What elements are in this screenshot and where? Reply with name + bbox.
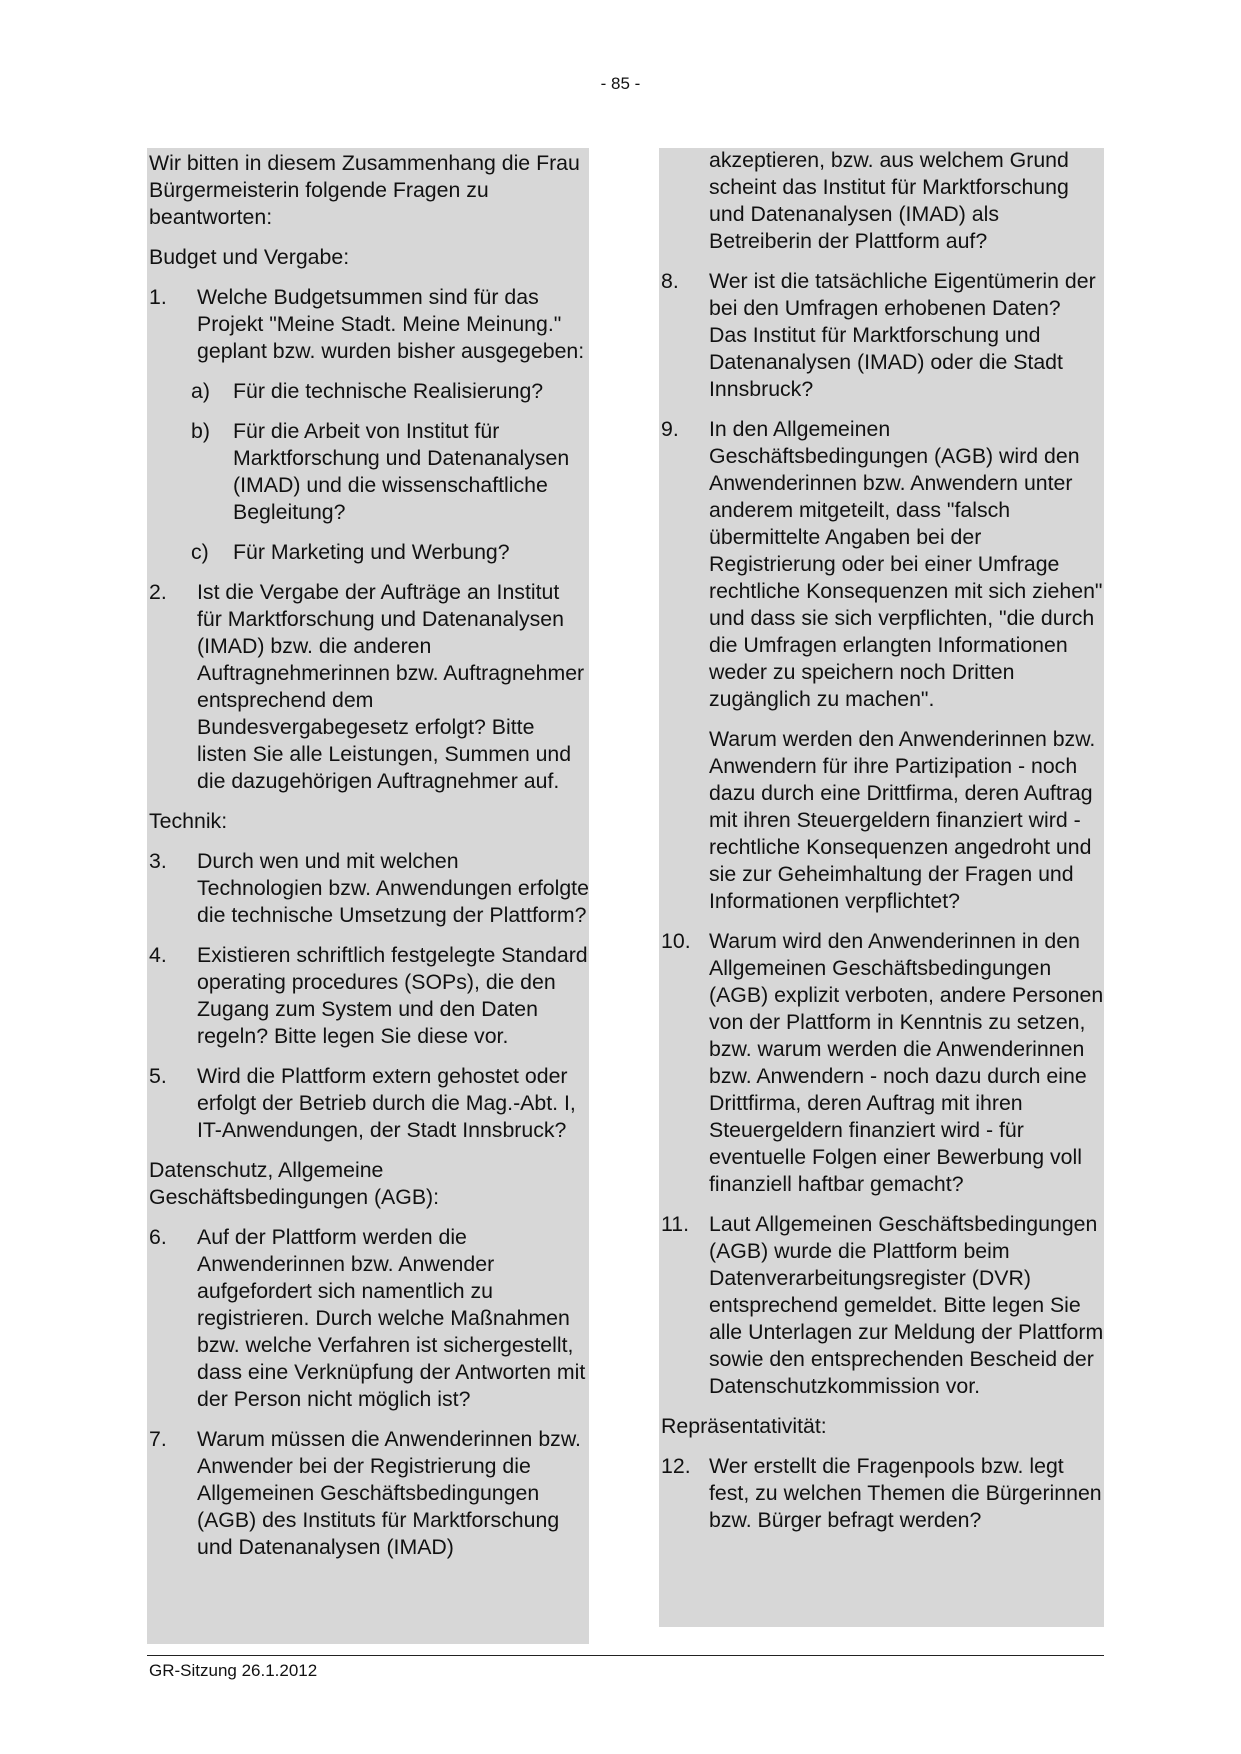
question-1b — [147, 418, 589, 526]
footer-divider — [147, 1655, 1104, 1656]
question-3 — [147, 848, 589, 929]
question-number: 9. — [661, 417, 679, 441]
question-number: 11. — [661, 1212, 690, 1236]
question-11 — [659, 1211, 1104, 1400]
sub-question-letter: b) — [191, 419, 210, 443]
question-text: Auf der Plattform werden die Anwenderinnen bzw. Anwender aufgefordert sich namentlich zu registrieren. Durch welche Maßnahmen bzw. welche Verfahren ist sichergestellt, dass eine Verknüpfung der Antworten mit der Person nicht möglich ist? — [197, 1225, 586, 1411]
question-text: In den Allgemeinen Geschäftsbedingungen (AGB) wird den Anwenderinnen bzw. Anwendern unter anderem mitgeteilt, dass "falsch übermittelte Angaben bei der Registrierung oder bei einer Umfrage rechtliche Konsequenzen mit sich ziehen" und dass sie sich verpflichten, "die durch die Umfragen erlangten Informationen weder zu speichern noch Dritten zugänglich zu machen". — [709, 417, 1103, 711]
question-number: 4. — [149, 943, 167, 967]
question-9-paragraph-2: Warum werden den Anwenderinnen bzw. Anwendern für ihre Partizipation - noch dazu durch eine Drittfirma, deren Auftrag mit ihren Steuergeldern finanziert wird - rechtliche Konsequenzen angedroht und sie zur Geheimhaltung der Fragen und Informationen verpflichtet? — [709, 727, 1096, 913]
sub-question-text: Für Marketing und Werbung? — [233, 540, 510, 564]
section-heading-budget: Budget und Vergabe: — [149, 245, 350, 269]
question-text: Welche Budgetsummen sind für das Projekt "Meine Stadt. Meine Meinung." geplant bzw. wurden bisher ausgegeben: — [197, 285, 585, 363]
page-number: - 85 - — [600, 74, 641, 93]
sub-question-letter: a) — [191, 379, 210, 403]
question-1c — [147, 539, 589, 566]
question-number: 10. — [661, 929, 691, 953]
question-number: 8. — [661, 269, 679, 293]
question-5 — [147, 1063, 589, 1144]
left-column — [147, 148, 589, 1644]
question-2 — [147, 579, 589, 795]
question-text: Warum wird den Anwenderinnen in den Allgemeinen Geschäftsbedingungen (AGB) explizit verboten, andere Personen von der Plattform in Kenntnis zu setzen, bzw. warum werden die Anwenderinnen bzw. Anwendern - noch dazu durch eine Drittfirma, deren Auftrag mit ihren Steuergeldern finanziert wird - für eventuelle Folgen einer Bewerbung voll finanziell haftbar gemacht? — [709, 929, 1104, 1196]
sub-question-text: Für die Arbeit von Institut für Marktforschung und Datenanalysen (IMAD) und die wissenschaftliche Begleitung? — [233, 419, 570, 524]
question-text: Warum müssen die Anwenderinnen bzw. Anwender bei der Registrierung die Allgemeinen Geschäftsbedingungen (AGB) des Instituts für Marktforschung und Datenanalysen (IMAD) — [197, 1427, 581, 1559]
question-number: 1. — [149, 285, 167, 309]
question-7-continuation: akzeptieren, bzw. aus welchem Grund scheint das Institut für Marktforschung und Datenanalysen (IMAD) als Betreiberin der Plattform auf? — [709, 148, 1069, 253]
question-number: 2. — [149, 580, 167, 604]
question-number: 3. — [149, 849, 167, 873]
question-1a — [147, 378, 589, 405]
question-8 — [659, 268, 1104, 403]
sub-question-letter: c) — [191, 540, 209, 564]
question-number: 12. — [661, 1454, 691, 1478]
question-7 — [147, 1426, 589, 1561]
section-heading-datenschutz: Datenschutz, Allgemeine Geschäftsbedingungen (AGB): — [149, 1158, 440, 1209]
intro-text: Wir bitten in diesem Zusammenhang die Frau Bürgermeisterin folgende Fragen zu beantworten: — [149, 151, 580, 229]
question-text: Durch wen und mit welchen Technologien bzw. Anwendungen erfolgte die technische Umsetzung der Plattform? — [197, 849, 589, 927]
question-text: Existieren schriftlich festgelegte Standard operating procedures (SOPs), die den Zugang zum System und den Daten regeln? Bitte legen Sie diese vor. — [197, 943, 588, 1048]
question-12 — [659, 1453, 1104, 1534]
question-text: Laut Allgemeinen Geschäftsbedingungen (AGB) wurde die Plattform beim Datenverarbeitungsregister (DVR) entsprechend gemeldet. Bitte legen Sie alle Unterlagen zur Meldung der Plattform sowie den entsprechenden Bescheid der Datenschutzkommission vor. — [709, 1212, 1104, 1398]
footer-text: GR-Sitzung 26.1.2012 — [149, 1661, 318, 1680]
question-number: 7. — [149, 1427, 167, 1451]
question-number: 5. — [149, 1064, 167, 1088]
question-4 — [147, 942, 589, 1050]
sub-question-text: Für die technische Realisierung? — [233, 379, 544, 403]
question-text: Ist die Vergabe der Aufträge an Institut für Marktforschung und Datenanalysen (IMAD) bzw. die anderen Auftragnehmerinnen bzw. Auftragnehmer entsprechend dem Bundesvergabegesetz erfolgt? Bitte listen Sie alle Leistungen, Summen und die dazugehörigen Auftragnehmer auf. — [197, 580, 585, 793]
question-text: Wer erstellt die Fragenpools bzw. legt fest, zu welchen Themen die Bürgerinnen bzw. Bürger befragt werden? — [709, 1454, 1102, 1532]
section-heading-technik: Technik: — [149, 809, 228, 833]
section-heading-repraesentativitaet: Repräsentativität: — [661, 1414, 827, 1438]
question-9 — [659, 416, 1104, 713]
question-1 — [147, 284, 589, 365]
question-10 — [659, 928, 1104, 1198]
question-text: Wird die Plattform extern gehostet oder erfolgt der Betrieb durch die Mag.-Abt. I, IT-Anwendungen, der Stadt Innsbruck? — [197, 1064, 576, 1142]
question-number: 6. — [149, 1225, 167, 1249]
question-text: Wer ist die tatsächliche Eigentümerin der bei den Umfragen erhobenen Daten? Das Institut für Marktforschung und Datenanalysen (IMAD) oder die Stadt Innsbruck? — [709, 269, 1096, 401]
right-column — [659, 148, 1104, 1627]
question-6 — [147, 1224, 589, 1413]
